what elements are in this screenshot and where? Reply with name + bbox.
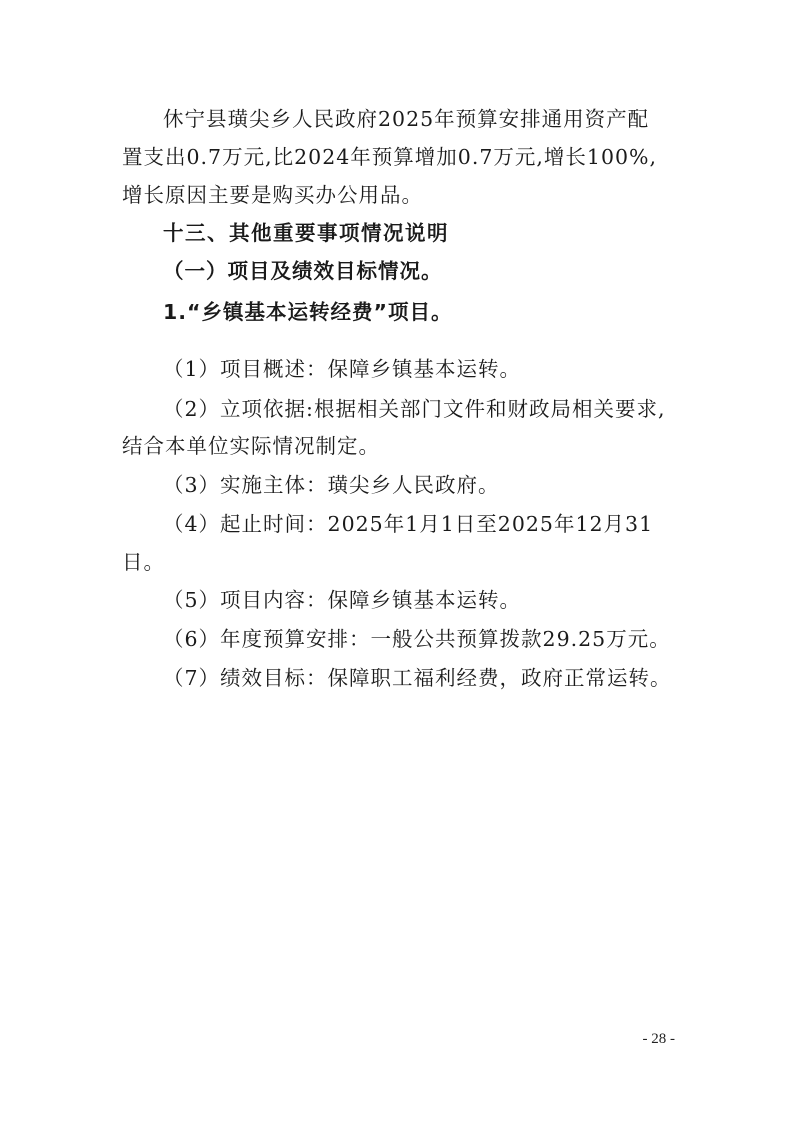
paragraph-line: 置支出0.7万元,比2024年预算增加0.7万元,增长100%, [122, 145, 658, 169]
project-title: 1.“乡镇基本运转经费”项目。 [163, 300, 453, 324]
list-item: （2）立项依据:根据相关部门文件和财政局相关要求, [163, 397, 666, 421]
list-item: （1）项目概述：保障乡镇基本运转。 [163, 357, 522, 381]
list-item: （5）项目内容：保障乡镇基本运转。 [163, 588, 522, 612]
list-item-continuation: 结合本单位实际情况制定。 [122, 434, 380, 458]
list-item: （3）实施主体：璜尖乡人民政府。 [163, 473, 500, 497]
paragraph-line: 增长原因主要是购买办公用品。 [122, 183, 423, 207]
list-item: （7）绩效目标：保障职工福利经费，政府正常运转。 [163, 666, 672, 690]
paragraph-line: 休宁县璜尖乡人民政府2025年预算安排通用资产配 [163, 107, 650, 131]
list-item-continuation: 日。 [122, 550, 165, 574]
list-item: （6）年度预算安排：一般公共预算拨款29.25万元。 [163, 627, 671, 651]
list-item: （4）起止时间：2025年1月1日至2025年12月31 [163, 512, 654, 536]
page-number: - 28 - [642, 1031, 675, 1047]
section-title: 十三、其他重要事项情况说明 [163, 221, 449, 245]
subsection-title: （一）项目及绩效目标情况。 [163, 259, 443, 283]
